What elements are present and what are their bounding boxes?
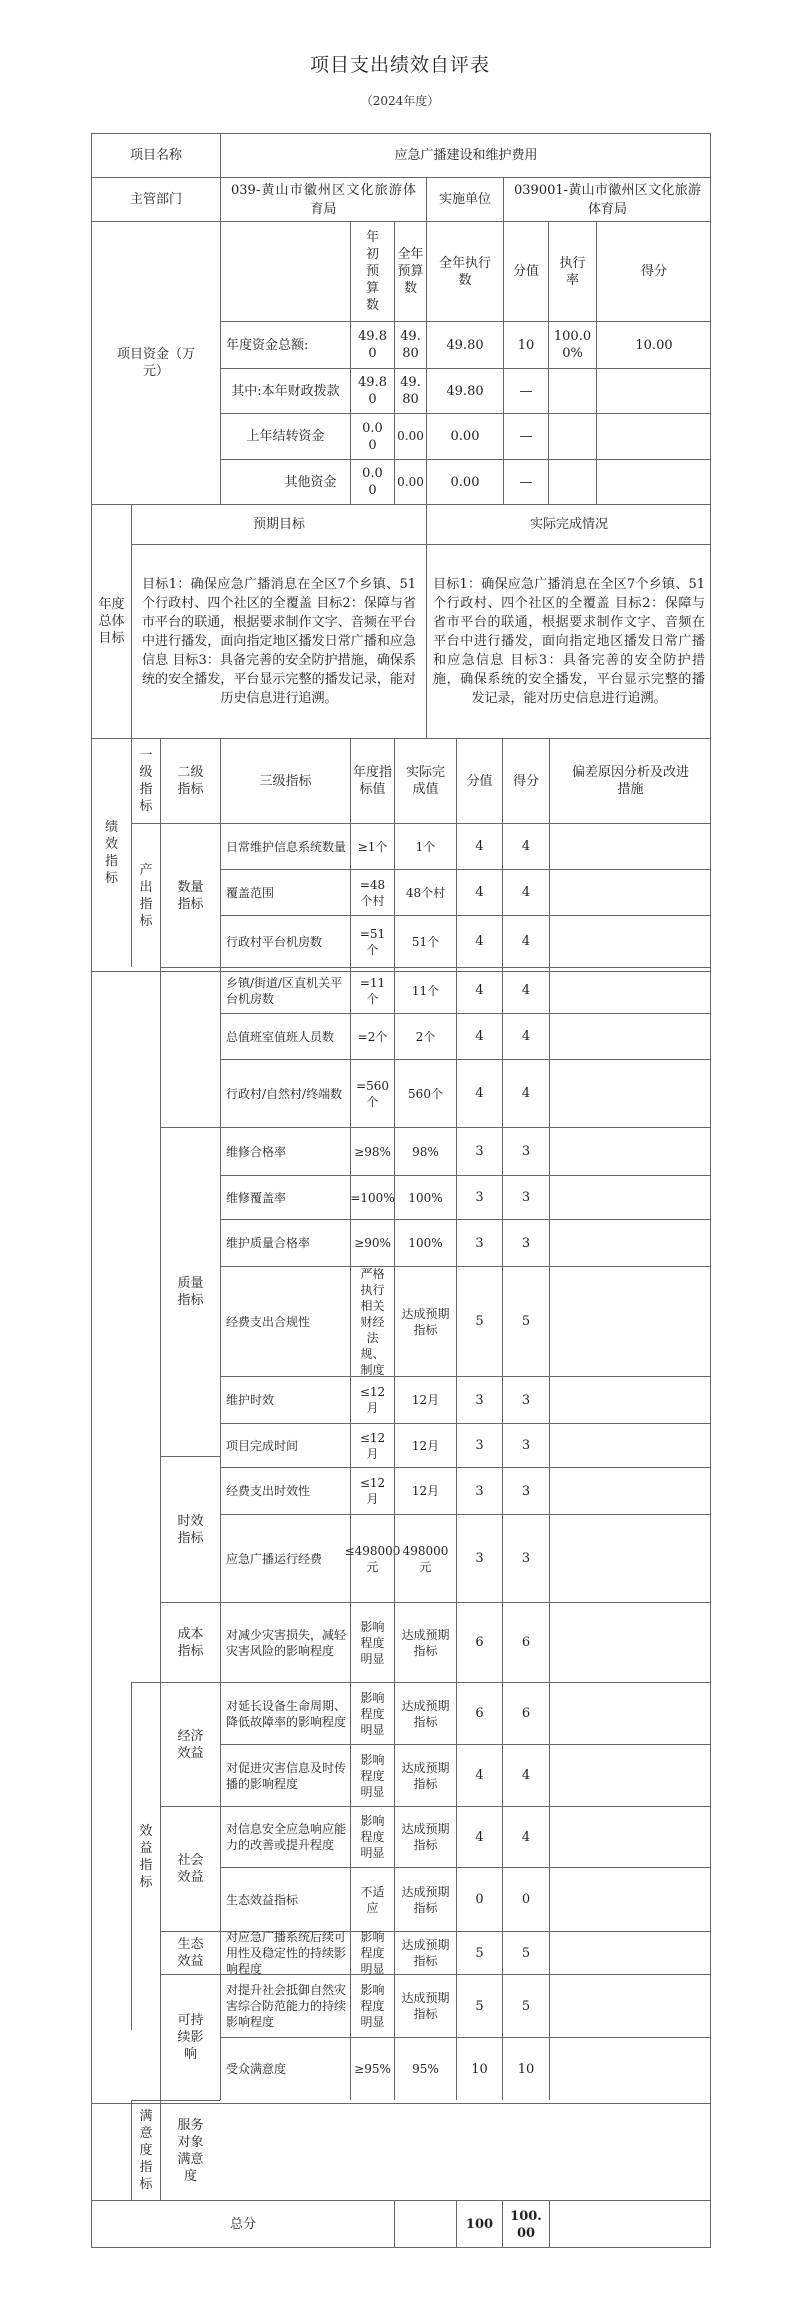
group-service: 服务对象满意度 bbox=[160, 2100, 220, 2200]
separator-line bbox=[91, 971, 711, 972]
group-satisfaction: 满意度指标 bbox=[131, 2100, 160, 2200]
indicator-score-value: 4 bbox=[456, 1744, 502, 1806]
indicator-name: 维护时效 bbox=[220, 1376, 350, 1423]
group-timeliness: 时效指标 bbox=[160, 1456, 220, 1602]
indicator-score-value: 5 bbox=[456, 1974, 502, 2037]
indicator-score-value: 3 bbox=[456, 1175, 502, 1219]
funds-label: 项目资金（万元） bbox=[91, 221, 220, 504]
fund-row-label: 其中:本年财政拨款 bbox=[220, 368, 350, 413]
indicator-score-value: 3 bbox=[456, 1219, 502, 1266]
dept-label: 主管部门 bbox=[91, 177, 220, 221]
indicator-actual: 12月 bbox=[394, 1423, 456, 1467]
indicator-target: =560个 bbox=[350, 1059, 394, 1127]
indicator-deviation bbox=[549, 1682, 711, 1744]
fund-row-exec-rate bbox=[548, 413, 596, 459]
indicator-name: 受众满意度 bbox=[220, 2037, 350, 2100]
fund-row-score-value: 10 bbox=[503, 321, 548, 368]
indicator-score-value: 3 bbox=[456, 1127, 502, 1175]
fund-row-full-exec: 49.80 bbox=[426, 368, 503, 413]
indicator-name: 对提升社会抵御自然灾害综合防范能力的持续影响程度 bbox=[220, 1974, 350, 2037]
fund-row-score bbox=[596, 368, 711, 413]
group-output: 产出指标 bbox=[131, 823, 160, 967]
fund-row-full-budget: 49.80 bbox=[394, 368, 426, 413]
header-score-value: 分值 bbox=[456, 738, 502, 823]
fund-row-full-exec: 0.00 bbox=[426, 459, 503, 504]
indicator-name: 总值班室值班人员数 bbox=[220, 1013, 350, 1059]
indicator-actual: 498000元 bbox=[394, 1514, 456, 1602]
indicator-deviation bbox=[549, 1974, 711, 2037]
indicator-score: 4 bbox=[502, 1744, 549, 1806]
indicator-score-value: 4 bbox=[456, 869, 502, 915]
total-score: 100.00 bbox=[502, 2200, 549, 2248]
fund-row-exec-rate: 100.00% bbox=[548, 321, 596, 368]
fund-row-label: 其他资金 bbox=[220, 459, 350, 504]
group-cost: 成本指标 bbox=[160, 1602, 220, 1682]
indicator-deviation bbox=[549, 1806, 711, 1867]
dept-value: 039-黄山市徽州区文化旅游体育局 bbox=[220, 177, 426, 221]
indicator-score: 3 bbox=[502, 1467, 549, 1514]
page-title: 项目支出绩效自评表 bbox=[309, 54, 490, 76]
indicator-name: 维护质量合格率 bbox=[220, 1219, 350, 1266]
indicator-score-value: 5 bbox=[456, 1266, 502, 1376]
fund-row-label: 年度资金总额: bbox=[220, 321, 350, 368]
indicator-name: 对信息安全应急响应能力的改善或提升程度 bbox=[220, 1806, 350, 1867]
indicator-deviation bbox=[549, 1175, 711, 1219]
funds-header-score: 得分 bbox=[596, 221, 711, 321]
indicator-score-value: 5 bbox=[456, 1931, 502, 1974]
funds-header-blank bbox=[220, 221, 350, 321]
funds-header-full-budget: 全年预算数 bbox=[394, 221, 426, 321]
goals-expected-text: 目标1：确保应急广播消息在全区7个乡镇、51个行政村、四个社区的全覆盖 目标2：保障与省市平台的联通，根据要求制作文字、音频在平台中进行播发，面向指定地区播发日常广播和应急信息 目标3：具备完善的安全防护措施，确保系统的安全播发，平台显示完整的播发记录，能对历史信息进行追溯。 bbox=[131, 544, 426, 738]
indicator-name: 经费支出合规性 bbox=[220, 1266, 350, 1376]
fund-row-full-budget: 0.00 bbox=[394, 413, 426, 459]
indicator-score-value: 10 bbox=[456, 2037, 502, 2100]
indicator-actual: 达成预期指标 bbox=[394, 1744, 456, 1806]
indicator-score-value: 0 bbox=[456, 1867, 502, 1931]
indicator-score-value: 4 bbox=[456, 823, 502, 869]
indicator-score: 5 bbox=[502, 1266, 549, 1376]
indicator-target: 影响程度明显 bbox=[350, 1806, 394, 1867]
indicator-target: 影响程度明显 bbox=[350, 1682, 394, 1744]
indicator-actual: 51个 bbox=[394, 915, 456, 967]
indicator-actual: 达成预期指标 bbox=[394, 1682, 456, 1744]
indicator-name: 维修覆盖率 bbox=[220, 1175, 350, 1219]
header-target: 年度指标值 bbox=[350, 738, 394, 823]
goals-actual-header: 实际完成情况 bbox=[426, 504, 711, 544]
header-deviation: 偏差原因分析及改进措施 bbox=[549, 738, 711, 823]
fund-row-score-value: — bbox=[503, 459, 548, 504]
indicator-name: 对促进灾害信息及时传播的影响程度 bbox=[220, 1744, 350, 1806]
indicator-deviation bbox=[549, 1376, 711, 1423]
project-name-label: 项目名称 bbox=[91, 133, 220, 177]
indicator-score-value: 3 bbox=[456, 1514, 502, 1602]
indicator-deviation bbox=[549, 1867, 711, 1931]
indicator-target: ≥98% bbox=[350, 1127, 394, 1175]
indicators-section-label: 绩效指标 bbox=[91, 738, 131, 967]
indicator-score: 4 bbox=[502, 967, 549, 1013]
indicator-name: 对延长设备生命周期、降低故障率的影响程度 bbox=[220, 1682, 350, 1744]
indicator-target: 影响程度明显 bbox=[350, 1744, 394, 1806]
project-name-value: 应急广播建设和维护费用 bbox=[220, 133, 711, 177]
header-level1: 一级指标 bbox=[131, 738, 160, 823]
funds-header-initial: 年初预算数 bbox=[350, 221, 394, 321]
indicator-deviation bbox=[549, 1602, 711, 1682]
fund-row-label: 上年结转资金 bbox=[220, 413, 350, 459]
goals-actual-text: 目标1：确保应急广播消息在全区7个乡镇、51个行政村、四个社区的全覆盖 目标2：保障与省市平台的联通，根据要求制作文字、音频在平台中进行播发，面向指定地区播发日常广播和应急信息 目标3：具备完善的安全防护措施，确保系统的安全播发，平台显示完整的播发记录，能对历史信息进行追溯。 bbox=[426, 544, 711, 738]
indicator-deviation bbox=[549, 967, 711, 1013]
indicator-score-value: 4 bbox=[456, 1806, 502, 1867]
indicator-deviation bbox=[549, 1266, 711, 1376]
indicator-actual: 11个 bbox=[394, 967, 456, 1013]
total-label: 总分 bbox=[91, 2200, 394, 2248]
total-deviation bbox=[549, 2200, 711, 2248]
indicator-score: 4 bbox=[502, 869, 549, 915]
indicator-target: ≤498000元 bbox=[350, 1514, 394, 1602]
fund-row-exec-rate bbox=[548, 368, 596, 413]
indicator-name: 行政村/自然村/终端数 bbox=[220, 1059, 350, 1127]
indicator-target: 影响程度明显 bbox=[350, 1602, 394, 1682]
group-quality: 质量指标 bbox=[160, 1127, 220, 1456]
indicator-score: 4 bbox=[502, 823, 549, 869]
fund-row-exec-rate bbox=[548, 459, 596, 504]
indicator-name: 经费支出时效性 bbox=[220, 1467, 350, 1514]
indicator-actual: 100% bbox=[394, 1175, 456, 1219]
fund-row-score: 10.00 bbox=[596, 321, 711, 368]
indicator-score: 10 bbox=[502, 2037, 549, 2100]
indicator-deviation bbox=[549, 1744, 711, 1806]
indicator-actual: 48个村 bbox=[394, 869, 456, 915]
indicator-name: 乡镇/街道/区直机关平台机房数 bbox=[220, 967, 350, 1013]
indicator-deviation bbox=[549, 1127, 711, 1175]
indicator-score: 4 bbox=[502, 1806, 549, 1867]
page-subtitle: （2024年度） bbox=[360, 94, 440, 108]
indicator-score: 3 bbox=[502, 1175, 549, 1219]
indicator-name: 项目完成时间 bbox=[220, 1423, 350, 1467]
header-level2: 二级指标 bbox=[160, 738, 220, 823]
indicator-actual: 达成预期指标 bbox=[394, 1931, 456, 1974]
indicator-actual: 100% bbox=[394, 1219, 456, 1266]
indicator-score-value: 3 bbox=[456, 1376, 502, 1423]
indicator-actual: 560个 bbox=[394, 1059, 456, 1127]
indicator-name: 对应急广播系统后续可用性及稳定性的持续影响程度 bbox=[220, 1931, 350, 1974]
indicator-deviation bbox=[549, 1931, 711, 1974]
indicator-score: 4 bbox=[502, 1013, 549, 1059]
indicator-deviation bbox=[549, 1467, 711, 1514]
indicator-score: 6 bbox=[502, 1602, 549, 1682]
fund-row-initial: 0.00 bbox=[350, 413, 394, 459]
group-benefit: 效益指标 bbox=[131, 1682, 160, 2030]
group-economic: 经济效益 bbox=[160, 1682, 220, 1806]
indicator-score-value: 4 bbox=[456, 967, 502, 1013]
indicator-score: 3 bbox=[502, 1219, 549, 1266]
indicator-deviation bbox=[549, 1059, 711, 1127]
indicator-name: 行政村平台机房数 bbox=[220, 915, 350, 967]
total-blank bbox=[394, 2200, 456, 2248]
fund-row-score-value: — bbox=[503, 413, 548, 459]
indicator-name: 应急广播运行经费 bbox=[220, 1514, 350, 1602]
indicator-actual: 达成预期指标 bbox=[394, 1806, 456, 1867]
indicator-target: ≤12月 bbox=[350, 1467, 394, 1514]
separator-line bbox=[91, 2103, 711, 2104]
indicator-target: ≥95% bbox=[350, 2037, 394, 2100]
indicator-score: 3 bbox=[502, 1127, 549, 1175]
group-quantity: 数量指标 bbox=[160, 823, 220, 967]
indicator-score-value: 4 bbox=[456, 915, 502, 967]
fund-row-initial: 49.80 bbox=[350, 321, 394, 368]
group-ecological: 生态效益 bbox=[160, 1931, 220, 1974]
indicator-target: =51个 bbox=[350, 915, 394, 967]
indicator-score: 3 bbox=[502, 1376, 549, 1423]
unit-value: 039001-黄山市徽州区文化旅游体育局 bbox=[503, 177, 711, 221]
indicator-target: =2个 bbox=[350, 1013, 394, 1059]
fund-row-initial: 49.80 bbox=[350, 368, 394, 413]
indicator-actual: 达成预期指标 bbox=[394, 1974, 456, 2037]
goals-label: 年度总体目标 bbox=[91, 504, 131, 738]
funds-header-score-value: 分值 bbox=[503, 221, 548, 321]
indicator-score: 6 bbox=[502, 1682, 549, 1744]
fund-row-full-budget: 0.00 bbox=[394, 459, 426, 504]
indicator-target: =100% bbox=[350, 1175, 394, 1219]
indicator-deviation bbox=[549, 869, 711, 915]
group-sustainable: 可持续影响 bbox=[160, 1974, 220, 2100]
indicator-actual: 达成预期指标 bbox=[394, 1867, 456, 1931]
evaluation-table bbox=[91, 133, 711, 2248]
indicator-actual: 98% bbox=[394, 1127, 456, 1175]
indicator-actual: 12月 bbox=[394, 1376, 456, 1423]
indicator-name: 日常维护信息系统数量 bbox=[220, 823, 350, 869]
indicator-score: 5 bbox=[502, 1931, 549, 1974]
goals-expected-header: 预期目标 bbox=[131, 504, 426, 544]
fund-row-full-budget: 49.80 bbox=[394, 321, 426, 368]
indicator-score-value: 4 bbox=[456, 1059, 502, 1127]
indicator-score: 5 bbox=[502, 1974, 549, 2037]
indicator-score: 3 bbox=[502, 1514, 549, 1602]
indicator-deviation bbox=[549, 1219, 711, 1266]
header-actual: 实际完成值 bbox=[394, 738, 456, 823]
group-social: 社会效益 bbox=[160, 1806, 220, 1931]
fund-row-initial: 0.00 bbox=[350, 459, 394, 504]
indicator-deviation bbox=[549, 915, 711, 967]
indicator-score-value: 3 bbox=[456, 1467, 502, 1514]
header-level3: 三级指标 bbox=[220, 738, 350, 823]
fund-row-score-value: — bbox=[503, 368, 548, 413]
indicator-actual: 达成预期指标 bbox=[394, 1602, 456, 1682]
indicator-actual: 达成预期指标 bbox=[394, 1266, 456, 1376]
group-quantity-cont bbox=[160, 967, 220, 1127]
indicator-actual: 1个 bbox=[394, 823, 456, 869]
indicator-target: 影响程度明显 bbox=[350, 1974, 394, 2037]
indicator-score-value: 6 bbox=[456, 1602, 502, 1682]
indicator-actual: 95% bbox=[394, 2037, 456, 2100]
fund-row-score bbox=[596, 459, 711, 504]
indicator-deviation bbox=[549, 1013, 711, 1059]
funds-header-exec-rate: 执行率 bbox=[548, 221, 596, 321]
indicator-score: 3 bbox=[502, 1423, 549, 1467]
fund-row-full-exec: 0.00 bbox=[426, 413, 503, 459]
indicator-name: 对减少灾害损失，减轻灾害风险的影响程度 bbox=[220, 1602, 350, 1682]
indicator-target: ≥90% bbox=[350, 1219, 394, 1266]
funds-header-full-exec: 全年执行数 bbox=[426, 221, 503, 321]
total-score-value: 100 bbox=[456, 2200, 502, 2248]
indicator-target: 严格执行相关财经法规、制度 bbox=[350, 1266, 394, 1376]
indicator-target: =11个 bbox=[350, 967, 394, 1013]
indicator-deviation bbox=[549, 823, 711, 869]
indicator-deviation bbox=[549, 1423, 711, 1467]
indicator-target: ≤12月 bbox=[350, 1423, 394, 1467]
fund-row-score bbox=[596, 413, 711, 459]
indicator-target: 影响程度明显 bbox=[350, 1931, 394, 1974]
indicator-score-value: 6 bbox=[456, 1682, 502, 1744]
indicator-actual: 12月 bbox=[394, 1467, 456, 1514]
indicator-deviation bbox=[549, 1514, 711, 1602]
indicator-name: 覆盖范围 bbox=[220, 869, 350, 915]
indicator-score: 0 bbox=[502, 1867, 549, 1931]
indicator-target: ≥1个 bbox=[350, 823, 394, 869]
indicator-score-value: 4 bbox=[456, 1013, 502, 1059]
indicator-score: 4 bbox=[502, 915, 549, 967]
indicator-name: 维修合格率 bbox=[220, 1127, 350, 1175]
fund-row-full-exec: 49.80 bbox=[426, 321, 503, 368]
unit-label: 实施单位 bbox=[426, 177, 503, 221]
indicator-target: =48个村 bbox=[350, 869, 394, 915]
indicator-target: ≤12月 bbox=[350, 1376, 394, 1423]
indicator-target: 不适应 bbox=[350, 1867, 394, 1931]
indicator-deviation bbox=[549, 2037, 711, 2100]
indicator-score-value: 3 bbox=[456, 1423, 502, 1467]
header-score: 得分 bbox=[502, 738, 549, 823]
indicator-name: 生态效益指标 bbox=[220, 1867, 350, 1931]
indicator-score: 4 bbox=[502, 1059, 549, 1127]
indicator-actual: 2个 bbox=[394, 1013, 456, 1059]
